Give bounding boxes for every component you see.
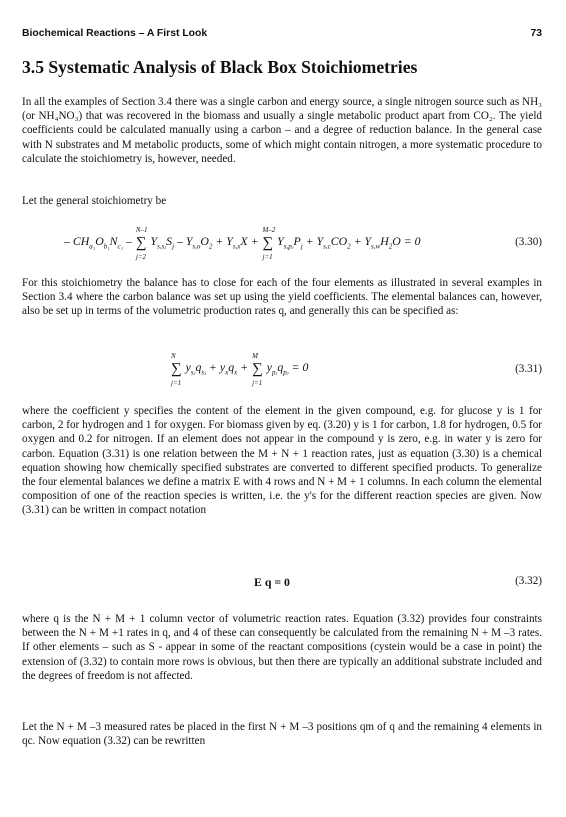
sum-symbol: ∑ M–2 j=1: [262, 226, 276, 261]
paragraph-balance: For this stoichiometry the balance has to close for each of the four elements as illustrated in several examples in Section 3.4 where the carbon balance was set up using the yield coefficients. The elemental balances can, however, also be set up in terms of the volumetric production rates q, and generally this can be specified as:: [22, 277, 542, 318]
equation-number: (3.30): [515, 236, 542, 248]
paragraph-let-general: Let the general stoichiometry be: [22, 195, 167, 207]
sum-symbol: ∑ N j=1: [171, 352, 182, 387]
equation-3-31: [22, 352, 542, 387]
paragraph-constraints: where q is the N + M + 1 column vector of volumetric reaction rates. Equation (3.32) provides four constraints between the N + M +1 rates in q, and 4 of these can consequently be calculated from the remaining N + M –3 rates. If other elements – such as S - appear in some of the reactant compositions (cystein would be a case in point) the extension of (3.32) to contain more rows is obvious, but then there are typically an additional substrate included and the degrees of freedom is not affected.: [22, 613, 542, 682]
equation-number: (3.32): [515, 575, 542, 587]
running-header: [22, 28, 542, 39]
equation-3-32-body: E q = 0: [254, 575, 290, 589]
equation-3-30-body: – $CH_{a_1}O_{b_1}N_{c_1}$ – ∑ N–1 j=2 $Y_{s,sⱼ}S_j - Y_{s,o}O_2 + Y_{s,x}X$ + ∑ M–2 j=1 $Y_{s,pⱼ}P_j + Y_{s,c}CO_2 + Y_{s,w}H_2O = 0$: [64, 226, 421, 261]
section-title: 3.5 Systematic Analysis of Black Box Stoichiometries: [22, 57, 418, 77]
sum-symbol: ∑ M j=1: [252, 352, 263, 387]
running-title: Biochemical Reactions – A First Look: [22, 28, 208, 39]
equation-3-31-body: ∑ N j=1 $y_{sⱼ}q_{sⱼ} + y_xq_x$ + ∑ M j=1 $y_{pⱼ}q_{pⱼ} = 0$: [171, 352, 309, 387]
paragraph-measured-rates: Let the N + M –3 measured rates be placed in the first N + M –3 positions qm of q and the remaining 4 elements in qc. Now equation (3.32) can be rewritten: [22, 721, 542, 748]
equation-number: (3.31): [515, 363, 542, 375]
equation-3-30: [22, 226, 542, 261]
sum-symbol: ∑ N–1 j=2: [135, 226, 148, 261]
page-number: 73: [530, 28, 542, 39]
paragraph-coefficient: where the coefficient y specifies the content of the element in the given compound, e.g. for glucose y is 1 for carbon, 2 for hydrogen and 1 for oxygen. For biomass given by eq. (3.20) y is 1 for carbon, 1.8 for hydrogen, 0.5 for oxygen and 0.2 for nitrogen. If an element does not appear in the compound y is zero, e.g. in water y is zero for carbon. Equation (3.31) is one relation between the M + N + 1 reaction rates, just as equation (3.30) is a chemical equation showing how chemically specified substrates are converted to different specified products. To generalize the four elemental balances we define a matrix E with 4 rows and N + M + 1 columns. In each column the elemental composition of one of the reaction species is written, i.e. the y's for the different reaction species are given. Now (3.31) can be written in compact notation: [22, 405, 542, 517]
paragraph-intro: In all the examples of Section 3.4 there was a single carbon and energy source, a single nitrogen source such as NH₃ (or NH₄NO₃) that was recovered in the biomass and usually a single metabolic product apart from CO₂. The yield coefficients could be calculated manually using a carbon – and a degree of reduction balance. In the general case with N substrates and M metabolic products, some of which might contain nitrogen, a more systematic procedure to calculate the stoichiometry is, however, needed.: [22, 96, 542, 165]
equation-3-32: [22, 575, 542, 595]
